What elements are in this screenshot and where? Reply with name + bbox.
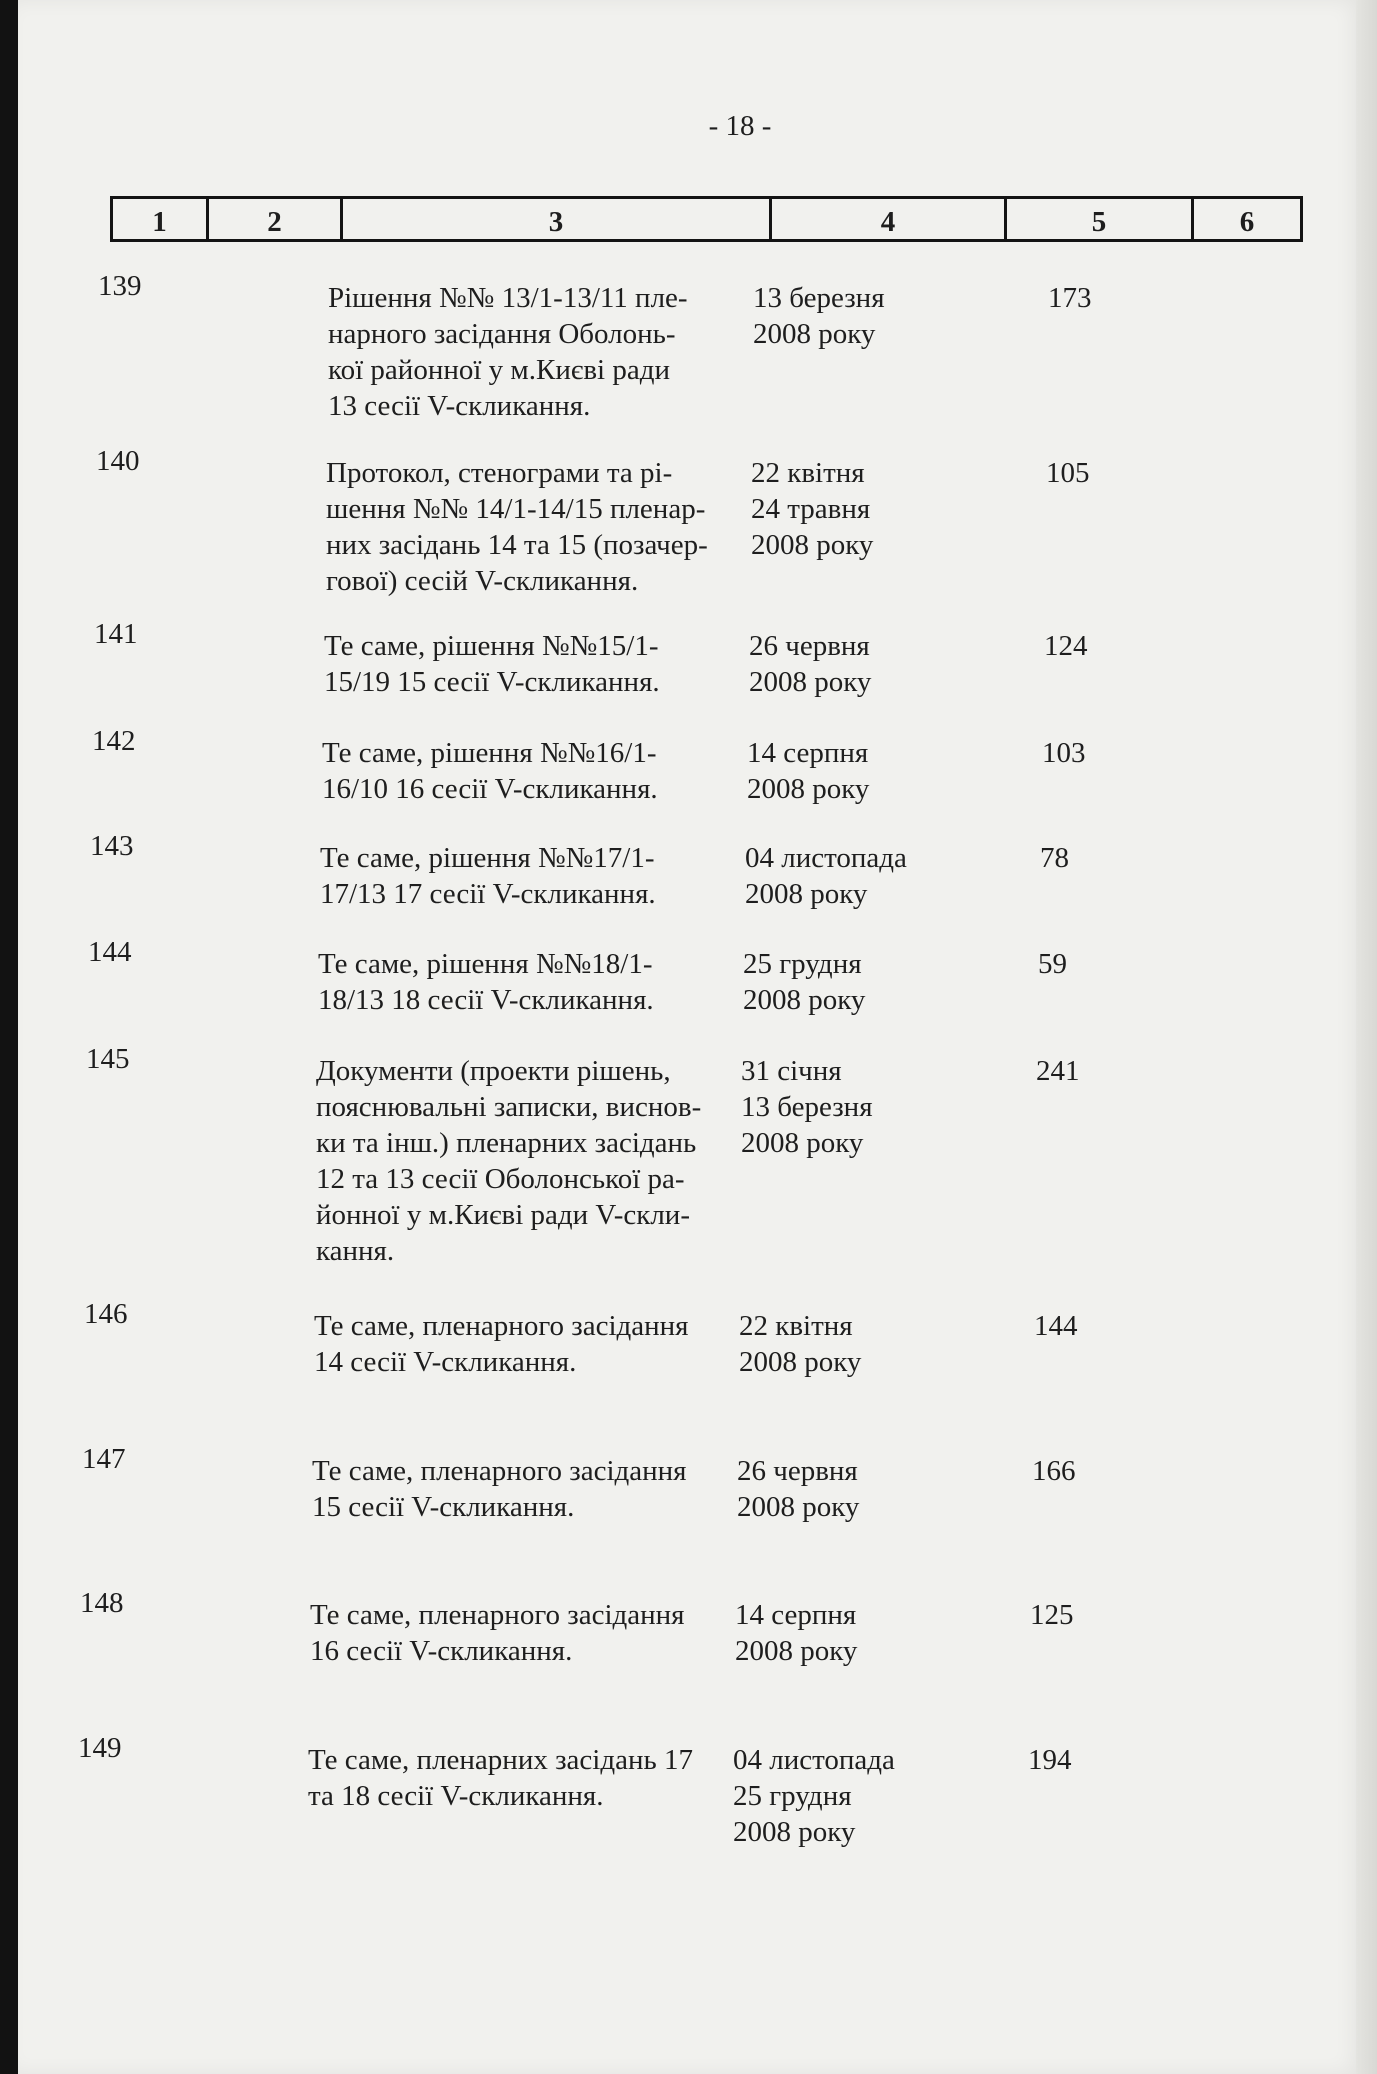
date-line: 2008 року bbox=[743, 984, 866, 1016]
page-count: 59 bbox=[1038, 948, 1067, 980]
title-line: шення №№ 14/1-14/15 пленар- bbox=[326, 493, 706, 525]
title-line: 16/10 16 сесії V-скликання. bbox=[322, 773, 658, 805]
column-header-1: 1 bbox=[112, 198, 208, 241]
date-line: 13 березня bbox=[753, 282, 885, 314]
item-number: 140 bbox=[96, 445, 140, 477]
page-count: 194 bbox=[1028, 1744, 1072, 1776]
item-title bbox=[328, 280, 748, 424]
date-line: 2008 року bbox=[733, 1816, 856, 1848]
date-line: 25 грудня bbox=[743, 948, 862, 980]
item-title bbox=[320, 840, 740, 912]
date-line: 2008 року bbox=[749, 666, 872, 698]
item-title bbox=[308, 1742, 728, 1814]
item-dates bbox=[745, 840, 985, 912]
date-line: 14 серпня bbox=[747, 737, 869, 769]
item-title bbox=[314, 1308, 734, 1380]
date-line: 2008 року bbox=[745, 878, 868, 910]
column-header-6: 6 bbox=[1193, 198, 1302, 241]
date-line: 2008 року bbox=[737, 1491, 860, 1523]
title-line: Те саме, рішення №№17/1- bbox=[320, 842, 655, 874]
date-line: 25 грудня bbox=[733, 1780, 852, 1812]
title-line: 16 сесії V-скликання. bbox=[310, 1635, 573, 1667]
page-count: 144 bbox=[1034, 1310, 1078, 1342]
date-line: 13 березня bbox=[741, 1091, 873, 1123]
item-dates bbox=[751, 455, 991, 563]
date-line: 2008 року bbox=[741, 1127, 864, 1159]
date-line: 24 травня bbox=[751, 493, 871, 525]
item-title bbox=[322, 735, 742, 807]
title-line: 15 сесії V-скликання. bbox=[312, 1491, 575, 1523]
page-count: 124 bbox=[1044, 630, 1088, 662]
title-line: гової) сесій V-скликання. bbox=[326, 565, 639, 597]
item-title bbox=[318, 946, 738, 1018]
date-line: 04 листопада bbox=[745, 842, 907, 874]
title-line: 17/13 17 сесії V-скликання. bbox=[320, 878, 656, 910]
title-line: Те саме, пленарного засідання bbox=[314, 1310, 689, 1342]
title-line: кання. bbox=[316, 1235, 395, 1267]
title-line: пояснювальні записки, виснов- bbox=[316, 1091, 702, 1123]
date-line: 04 листопада bbox=[733, 1744, 895, 1776]
title-line: Те саме, рішення №№18/1- bbox=[318, 948, 653, 980]
column-header-2: 2 bbox=[208, 198, 342, 241]
item-dates bbox=[735, 1597, 975, 1669]
title-line: та 18 сесії V-скликання. bbox=[308, 1780, 604, 1812]
title-line: Рішення №№ 13/1-13/11 пле- bbox=[328, 282, 688, 314]
item-number: 142 bbox=[92, 725, 136, 757]
date-line: 2008 року bbox=[751, 529, 874, 561]
title-line: Те саме, пленарних засідань 17 bbox=[308, 1744, 693, 1776]
item-number: 143 bbox=[90, 830, 134, 862]
title-line: Те саме, рішення №№15/1- bbox=[324, 630, 659, 662]
title-line: нарного засідання Оболонь- bbox=[328, 318, 676, 350]
title-line: Документи (проекти рішень, bbox=[316, 1055, 671, 1087]
title-line: 18/13 18 сесії V-скликання. bbox=[318, 984, 654, 1016]
title-line: 12 та 13 сесії Оболонської ра- bbox=[316, 1163, 685, 1195]
item-title bbox=[324, 628, 744, 700]
item-title bbox=[316, 1053, 736, 1269]
column-header-5: 5 bbox=[1006, 198, 1193, 241]
item-dates bbox=[737, 1453, 977, 1525]
item-number: 144 bbox=[88, 936, 132, 968]
date-line: 22 квітня bbox=[751, 457, 865, 489]
date-line: 2008 року bbox=[753, 318, 876, 350]
title-line: Те саме, рішення №№16/1- bbox=[322, 737, 657, 769]
date-line: 2008 року bbox=[735, 1635, 858, 1667]
title-line: ки та інш.) пленарних засідань bbox=[316, 1127, 697, 1159]
date-line: 2008 року bbox=[747, 773, 870, 805]
item-dates bbox=[743, 946, 983, 1018]
item-number: 141 bbox=[94, 618, 138, 650]
item-number: 146 bbox=[84, 1298, 128, 1330]
page-edge bbox=[1356, 0, 1377, 2074]
title-line: йонної у м.Києві ради V-скли- bbox=[316, 1199, 690, 1231]
item-dates bbox=[741, 1053, 981, 1161]
page-count: 241 bbox=[1036, 1055, 1080, 1087]
page-count: 78 bbox=[1040, 842, 1069, 874]
page-count: 166 bbox=[1032, 1455, 1076, 1487]
page-count: 125 bbox=[1030, 1599, 1074, 1631]
item-number: 145 bbox=[86, 1043, 130, 1075]
item-dates bbox=[733, 1742, 973, 1850]
page-count: 103 bbox=[1042, 737, 1086, 769]
column-header-table bbox=[110, 196, 1303, 242]
date-line: 31 січня bbox=[741, 1055, 842, 1087]
item-number: 139 bbox=[98, 270, 142, 302]
date-line: 14 серпня bbox=[735, 1599, 857, 1631]
title-line: 15/19 15 сесії V-скликання. bbox=[324, 666, 660, 698]
item-title bbox=[312, 1453, 732, 1525]
date-line: 22 квітня bbox=[739, 1310, 853, 1342]
date-line: 26 червня bbox=[749, 630, 870, 662]
title-line: Те саме, пленарного засідання bbox=[312, 1455, 687, 1487]
item-dates bbox=[739, 1308, 979, 1380]
title-line: Те саме, пленарного засідання bbox=[310, 1599, 685, 1631]
column-header-4: 4 bbox=[771, 198, 1006, 241]
page-count: 105 bbox=[1046, 457, 1090, 489]
item-number: 148 bbox=[80, 1587, 124, 1619]
document-page bbox=[18, 0, 1363, 2074]
title-line: 13 сесії V-скликання. bbox=[328, 390, 591, 422]
page-number: - 18 - bbox=[708, 110, 772, 142]
item-title bbox=[310, 1597, 730, 1669]
item-dates bbox=[747, 735, 987, 807]
title-line: них засідань 14 та 15 (позачер- bbox=[326, 529, 708, 561]
title-line: Протокол, стенограми та рі- bbox=[326, 457, 673, 489]
item-dates bbox=[753, 280, 993, 352]
column-header-3: 3 bbox=[342, 198, 771, 241]
title-line: 14 сесії V-скликання. bbox=[314, 1346, 577, 1378]
item-title bbox=[326, 455, 746, 599]
page-count: 173 bbox=[1048, 282, 1092, 314]
item-dates bbox=[749, 628, 989, 700]
date-line: 2008 року bbox=[739, 1346, 862, 1378]
date-line: 26 червня bbox=[737, 1455, 858, 1487]
title-line: кої районної у м.Києві ради bbox=[328, 354, 670, 386]
item-number: 147 bbox=[82, 1443, 126, 1475]
item-number: 149 bbox=[78, 1732, 122, 1764]
